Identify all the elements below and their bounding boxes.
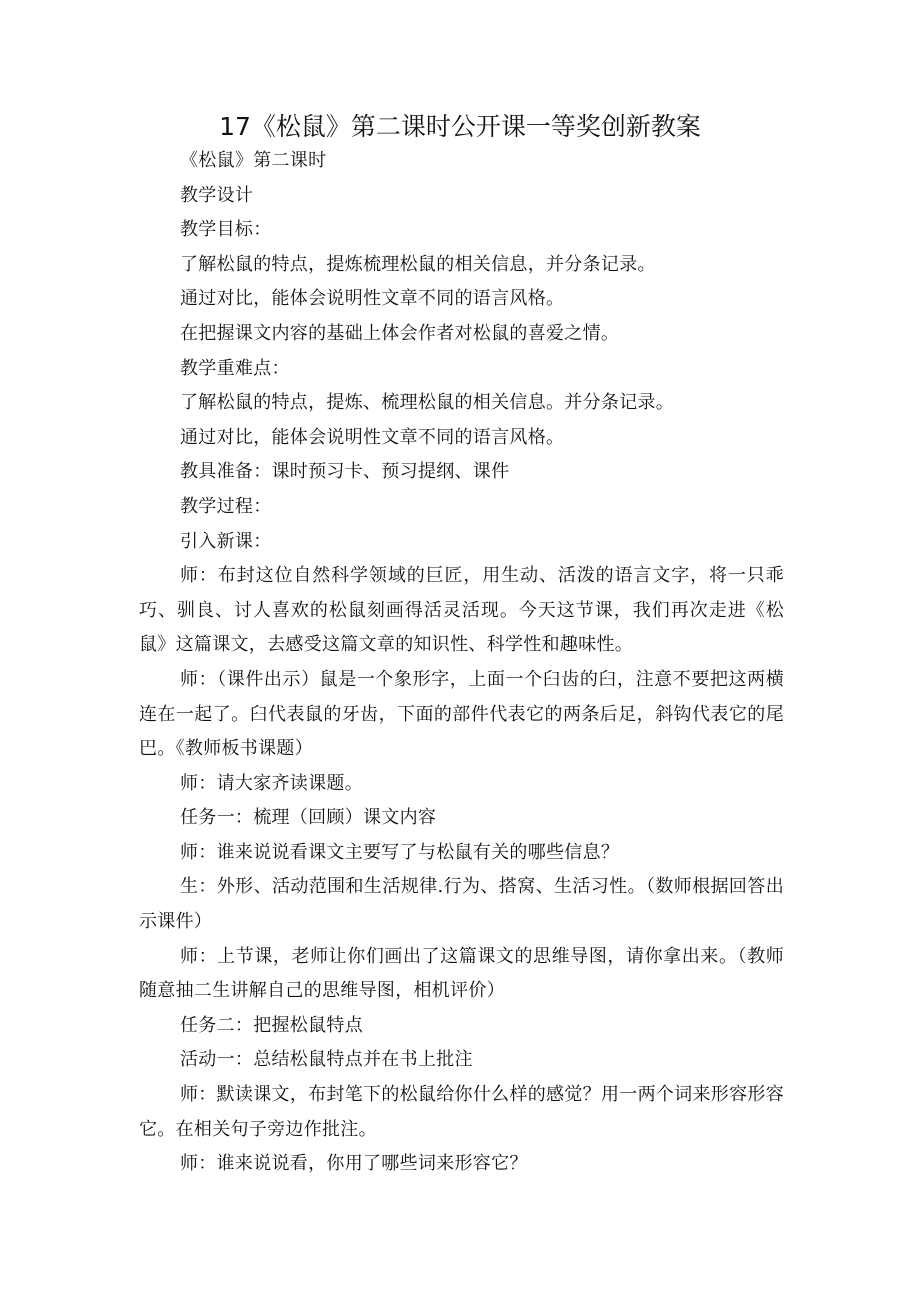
paragraph-teacher-words: 师：谁来说说看，你用了哪些词来形容它？ (180, 1153, 528, 1175)
paragraph-key-points-heading: 教学重难点： (180, 357, 290, 379)
paragraph-task-2: 任务二：把握松鼠特点 (180, 1014, 363, 1036)
paragraph-teacher-question: 师：谁来说说看课文主要写了与松鼠有关的哪些信息？ (180, 841, 620, 863)
paragraph-teaching-design: 教学设计 (180, 184, 254, 206)
paragraph-teacher-intro: 师：布封这位自然科学领域的巨匠，用生动、活泼的语言文字，将一只乖巧、驯良、讨人喜欢的松鼠刻画得活灵活现。今天这节课，我们再次走进《松鼠》这篇课文，去感受这篇文章的知识性、科学性和趣味性。 (139, 565, 784, 656)
document-body (139, 144, 784, 1182)
paragraph-task-1: 任务一：梳理（回顾）课文内容 (180, 807, 437, 829)
paragraph-objective-1: 了解松鼠的特点，提炼梳理松鼠的相关信息，并分条记录。 (180, 253, 656, 275)
paragraph-key-point-1: 了解松鼠的特点，提炼、梳理松鼠的相关信息。并分条记录。 (180, 392, 675, 414)
paragraph-intro-heading: 引入新课： (180, 530, 272, 552)
paragraph-teacher-character: 师：（课件出示）鼠是一个象形字，上面一个臼齿的臼，注意不要把这两横连在一起了。臼代表鼠的牙齿，下面的部件代表它的两条后足，斜钩代表它的尾巴。《教师板书课题） (139, 668, 784, 760)
paragraph-teacher-mindmap: 师：上节课，老师让你们画出了这篇课文的思维导图，请你拿出来。（教师随意抽二生讲解自己的思维导图，相机评价） (139, 945, 784, 1002)
paragraph-teacher-reading: 师：默读课文，布封笔下的松鼠给你什么样的感觉？用一两个词来形容形容它。在相关句子旁边作批注。 (139, 1084, 784, 1140)
document-title: 17《松鼠》第二课时公开课一等奖创新教案 (219, 112, 701, 141)
paragraph-materials: 教具准备：课时预习卡、预习提纲、课件 (180, 461, 510, 483)
paragraph-lesson-title: 《松鼠》第二课时 (180, 150, 327, 171)
paragraph-process-heading: 教学过程： (180, 495, 272, 517)
paragraph-objective-2: 通过对比，能体会说明性文章不同的语言风格。 (180, 288, 565, 310)
paragraph-teacher-read-title: 师：请大家齐读课题。 (180, 772, 363, 794)
paragraph-objectives-heading: 教学目标： (180, 219, 272, 241)
paragraph-student-answer: 生：外形、活动范围和生活规律.行为、搭窝、生活习性。（数师根据回答出示课件） (139, 876, 784, 933)
paragraph-key-point-2: 通过对比，能体会说明性文章不同的语言风格。 (180, 426, 565, 448)
paragraph-objective-3: 在把握课文内容的基础上体会作者对松鼠的喜爱之情。 (180, 322, 620, 344)
paragraph-activity-1: 活动一：总结松鼠特点并在书上批注 (180, 1049, 473, 1071)
